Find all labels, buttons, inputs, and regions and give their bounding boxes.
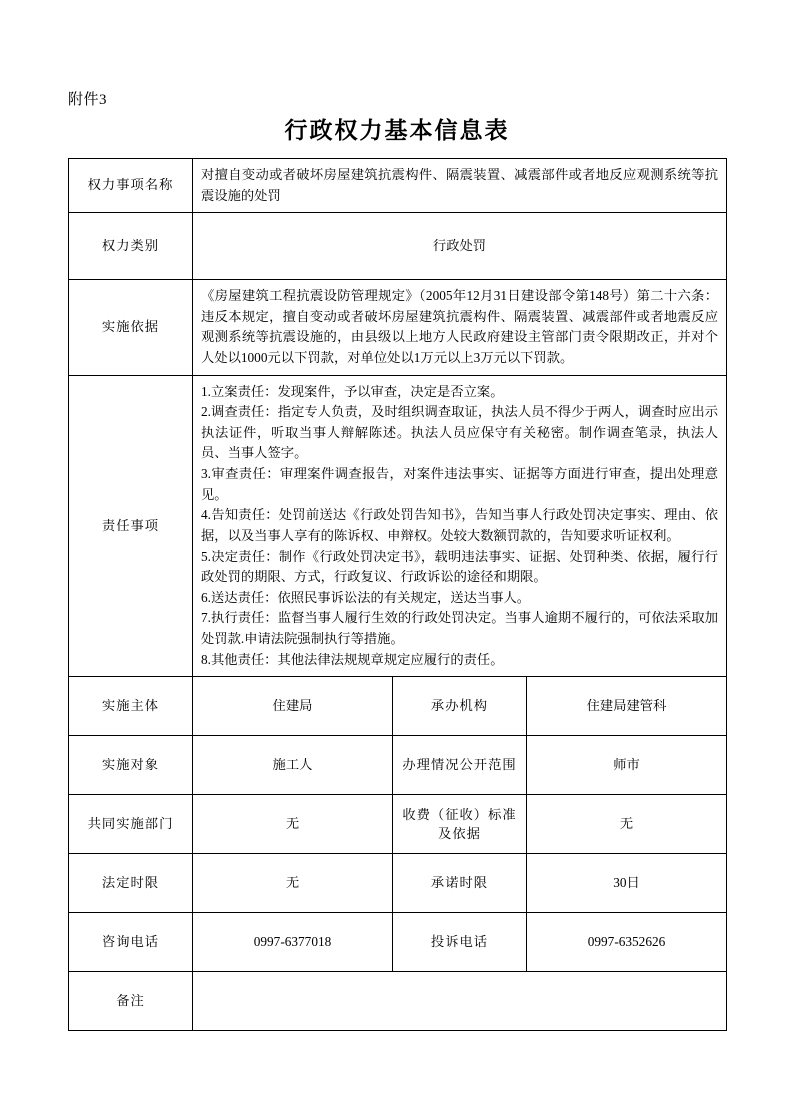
row-value-complaint-phone: 0997-6352626 <box>527 913 727 972</box>
attachment-label: 附件3 <box>68 92 108 108</box>
row-value-remark <box>193 972 727 1031</box>
row-label-consult-phone: 咨询电话 <box>69 913 193 972</box>
row-label-implementation-object: 实施对象 <box>69 736 193 795</box>
table-row-implementation-basis <box>69 280 727 375</box>
row-label-power-category: 权力类别 <box>69 213 193 280</box>
table-row-responsibility-items <box>69 375 727 677</box>
responsibility-line: 8.其他责任：其他法律法规规章规定应履行的责任。 <box>201 651 504 667</box>
responsibility-line: 6.送达责任：依照民事诉讼法的有关规定，送达当事人。 <box>201 589 531 605</box>
row-value-implementation-basis: 《房屋建筑工程抗震设防管理规定》（2005年12月31日建设部令第148号）第二十六条：违反本规定，擅自变动或者破坏房屋建筑抗震构件、隔震装置、减震部件或者地震反应观测系统等抗震设施的，由县级以上地方人民政府建设主管部门责令限期改正，并对个人处以1000元以下罚款，对单位处以1万元以上3万元以下罚款。 <box>193 280 727 375</box>
row-value-undertaking-org: 住建局建管科 <box>527 677 727 736</box>
row-label-implementation-subject: 实施主体 <box>69 677 193 736</box>
row-value-promised-time-limit: 30日 <box>527 854 727 913</box>
table-row-power-category <box>69 213 727 280</box>
row-value-implementation-object: 施工人 <box>193 736 393 795</box>
responsibility-line: 2.调查责任：指定专人负责，及时组织调查取证，执法人员不得少于两人，调查时应出示执法证件，听取当事人辩解陈述。执法人员应保守有关秘密。制作调查笔录，执法人员、当事人签字。 <box>201 404 718 461</box>
row-label-statutory-time-limit: 法定时限 <box>69 854 193 913</box>
table-row-statutory-time-limit <box>69 854 727 913</box>
table-row-remark <box>69 972 727 1031</box>
responsibility-line: 1.立案责任：发现案件，予以审查，决定是否立案。 <box>201 383 504 399</box>
table-row-consult-phone <box>69 913 727 972</box>
table-row-implementation-subject <box>69 677 727 736</box>
responsibility-line: 7.执行责任：监督当事人履行生效的行政处罚决定。当事人逾期不履行的，可依法采取加处罚款.申请法院强制执行等措施。 <box>201 610 718 646</box>
row-value-power-item-name: 对擅自变动或者破坏房屋建筑抗震构件、隔震装置、减震部件或者地反应观测系统等抗震设施的处罚 <box>193 159 727 213</box>
row-label-joint-department: 共同实施部门 <box>69 795 193 854</box>
row-value-statutory-time-limit: 无 <box>193 854 393 913</box>
responsibility-line: 5.决定责任：制作《行政处罚决定书》，载明违法事实、证据、处罚种类、依据，履行行政处罚的期限、方式，行政复议、行政诉讼的途径和期限。 <box>201 548 718 585</box>
responsibility-line: 4.告知责任：处罚前送达《行政处罚告知书》，告知当事人行政处罚决定事实、理由、依据，以及当事人享有的陈诉权、申辩权。处较大数额罚款的，告知要求听证权利。 <box>201 507 718 543</box>
row-label-promised-time-limit: 承诺时限 <box>393 854 527 913</box>
row-value-disclosure-scope: 师市 <box>527 736 727 795</box>
row-label-remark: 备注 <box>69 972 193 1031</box>
row-label-power-item-name: 权力事项名称 <box>69 159 193 213</box>
row-label-implementation-basis: 实施依据 <box>69 280 193 375</box>
row-value-consult-phone: 0997-6377018 <box>193 913 393 972</box>
table-row-implementation-object <box>69 736 727 795</box>
row-value-power-category: 行政处罚 <box>193 213 727 280</box>
row-label-complaint-phone: 投诉电话 <box>393 913 527 972</box>
table-row-power-item-name <box>69 159 727 213</box>
power-info-table <box>68 158 727 1031</box>
page-title: 行政权力基本信息表 <box>284 118 510 143</box>
table-row-joint-department <box>69 795 727 854</box>
row-value-joint-department: 无 <box>193 795 393 854</box>
row-label-undertaking-org: 承办机构 <box>393 677 527 736</box>
row-value-responsibility-items <box>193 375 727 677</box>
row-value-implementation-subject: 住建局 <box>193 677 393 736</box>
row-label-responsibility-items: 责任事项 <box>69 375 193 677</box>
responsibility-line: 3.审查责任：审理案件调查报告，对案件违法事实、证据等方面进行审查，提出处理意见。 <box>201 466 718 502</box>
row-label-disclosure-scope: 办理情况公开范围 <box>393 736 527 795</box>
row-value-fee-standard: 无 <box>527 795 727 854</box>
row-label-fee-standard: 收费（征收）标准及依据 <box>393 795 527 854</box>
